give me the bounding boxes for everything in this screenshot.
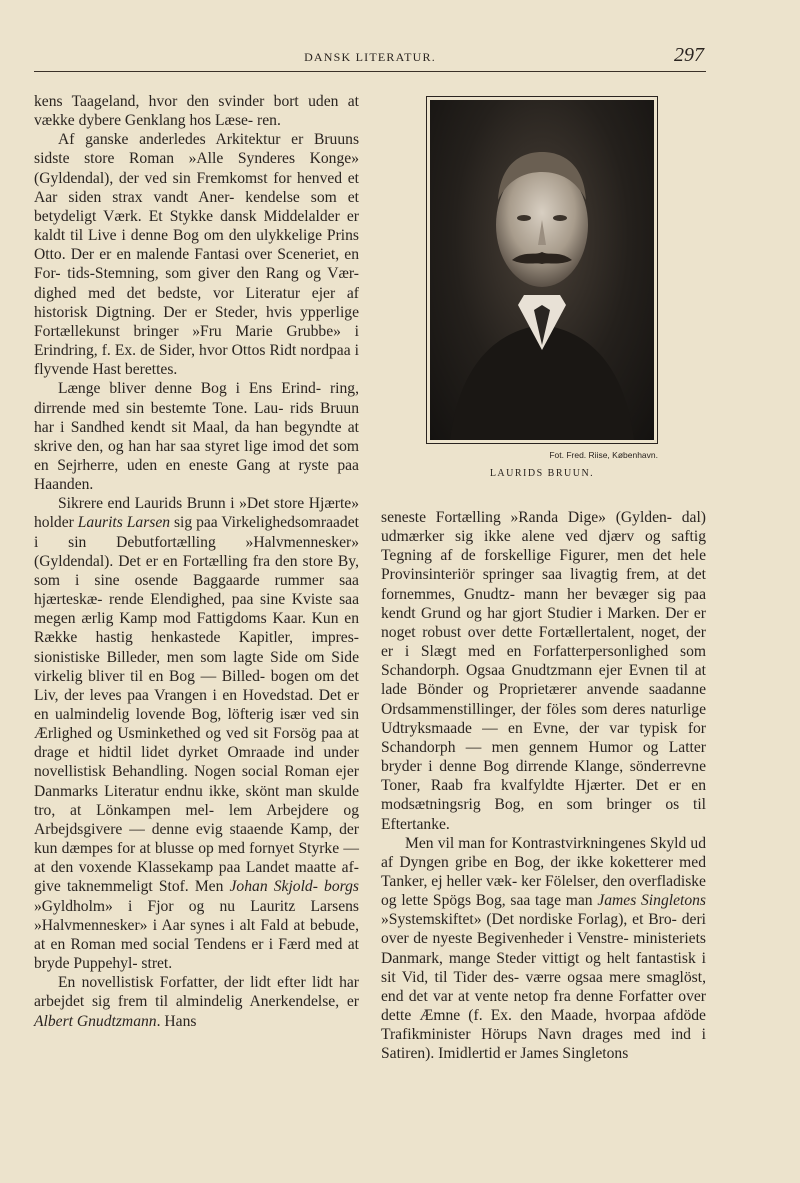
header-rule	[34, 71, 706, 72]
paragraph: Sikrere end Laurids Brunn i »Det store Hjærte» holder Laurits Larsen sig paa Virkelighedsomraadet i sin Debutfortælling »Halvmennesker» (Gyldendal). Det er en Fortælling fra den store By, som i sine osende Baggaarde rummer saa hjærteskæ- rende Elendighed, paa sine Kviste saa megen ærlig Kamp mod Fattigdoms Kaar. Kun en Række hastig henkastede Kapitler, impres- sionistiske Billeder, men som lagte Side om Side virkelig bliver til en Bog — Billed- bogen om det Liv, der leves paa Vrangen i en Hovedstad. Det er en ualmindelig lovende Bog, löfterig især ved sin Ærlighed og Usminkethed og ved sit Forsög paa at drage et hidtil lidet dyrket Omraade ind under novellistisk Behandling. Nogen social Roman ejer Danmarks Literatur endnu ikke, skönt man skulde tro, at Lönkampen mel- lem Arbejdere og Arbejdsgivere — denne evig staaende Kamp, der kun dæmpes for at blusse op med fornyet Styrke — at den voxende Klassekamp paa Landet maatte af- give taknemmeligt Stof. Men Johan Skjold- borgs »Gyldholm» i Fjor og nu Lauritz Larsens »Halvmennesker» i Aar synes i alt Fald at bebude, at en Roman med social Tendens er i Færd med at bryde Puppehyl- stret.	[34, 495, 360, 973]
paragraph: Men vil man for Kontrastvirkningenes Skyld ud af Dyngen gribe en Bog, der ikke koketterer med Tanker, ej heller væk- ker Fölelser, den overfladiske og lette Spögs Bog, saa tage man James Singletons »Systemskiftet» (Det nordiske Forlag), et Bro- deri over de nyeste Begivenheder i Venstre- ministeriets Danmark, mange Steder vittigt og helt fantastisk i sit Vid, til Tider des- værre ogsaa mere smaglöst, end det var at vente netop fra denne Forfatter over dette Æmne (f. Ex. den Maade, hvorpaa afdöde Trafikminister Hörups Navn drages med ind i Satiren). Imidlertid er James Singletons	[381, 834, 707, 1063]
running-header: DANSK LITERATUR.	[304, 50, 436, 64]
photo-credit: Fot. Fred. Riise, København.	[549, 450, 658, 460]
paragraph: En novellistisk Forfatter, der lidt efter lidt har arbejdet sig frem til almindelig Anerkendelse, er Albert Gnudtzmann. Hans	[34, 974, 360, 1030]
author-name: James Singletons	[597, 892, 706, 910]
author-name: Albert Gnudtzmann	[34, 1012, 157, 1030]
author-name: Laurits Larsen	[77, 514, 171, 532]
portrait-photo-frame	[426, 96, 658, 444]
paragraph: Af ganske anderledes Arkitektur er Bruuns sidste store Roman »Alle Synderes Konge» (Gyldendal), der ved sin Fremkomst for henved et Aar siden strax vandt Aner- kendelse som et betydeligt Værk. Et Stykke dansk Middelalder er kaldt til Live i denne Bog om den ulykkelige Prins Otto. Der er en malende Fantasi over Sceneriet, en For- tids-Stemning, som giver den Rang og Vær- dighed med det bedste, vor Literatur ejer af historisk Digtning. Der er Steder, hvis ypperlige Fortællekunst bringer »Fru Marie Grubbe» i Erindring, f. Ex. de Sider, hvor Ottos Ridt nordpaa i flyvende Hast berettes.	[34, 131, 360, 379]
author-name: Johan Skjold-	[229, 878, 318, 896]
photo-caption: LAURIDS BRUUN.	[489, 468, 595, 479]
portrait-illustration	[430, 100, 654, 440]
page-number: 297	[674, 44, 704, 66]
paragraph: seneste Fortælling »Randa Dige» (Gylden- dal) udmærker sig ikke alene ved djærv og saftig Tegning af de forskellige Figurer, men det hele Provinsinteriör springer saa livagtig frem, at det fornemmes, Gnudtz- mann her bevæger sig paa kendt Grund og har gjort Studier i Marken. Der er noget robust over dette Fortællertalent, noget, der er i Slægt med en Forfatterpersonlighed som Schandorph. Ogsaa Gnudtzmann ejer Evnen til at lade Bönder og Proprietærer anvende saadanne Ordsammenstillinger, der föles som deres naturlige Udtryksmaade — en Evne, der var typisk for Schandorph — men gennem Humor og Latter bryder i denne Bog dirrende Klange, sönderrevne Toner, Raab fra kvalfyldte Hjærter. Det er en modsætningsrig Bog, en som bringer os til Eftertanke.	[381, 509, 707, 833]
portrait-photo	[430, 100, 654, 440]
paragraph: Længe bliver denne Bog i Ens Erind- ring, dirrende med sin bestemte Tone. Lau- rids Bruun har i Sandhed kendt sit Maal, da han begyndte at skrive den, og han har saa styret lige imod det som en Sejrherre, uden en eneste Gang at ryste paa Haanden.	[34, 380, 360, 494]
left-column	[34, 92, 359, 1031]
right-column	[381, 508, 706, 1064]
author-name: borgs	[324, 878, 359, 896]
paragraph: kens Taageland, hvor den svinder bort uden at vække dybere Genklang hos Læse- ren.	[34, 93, 359, 130]
